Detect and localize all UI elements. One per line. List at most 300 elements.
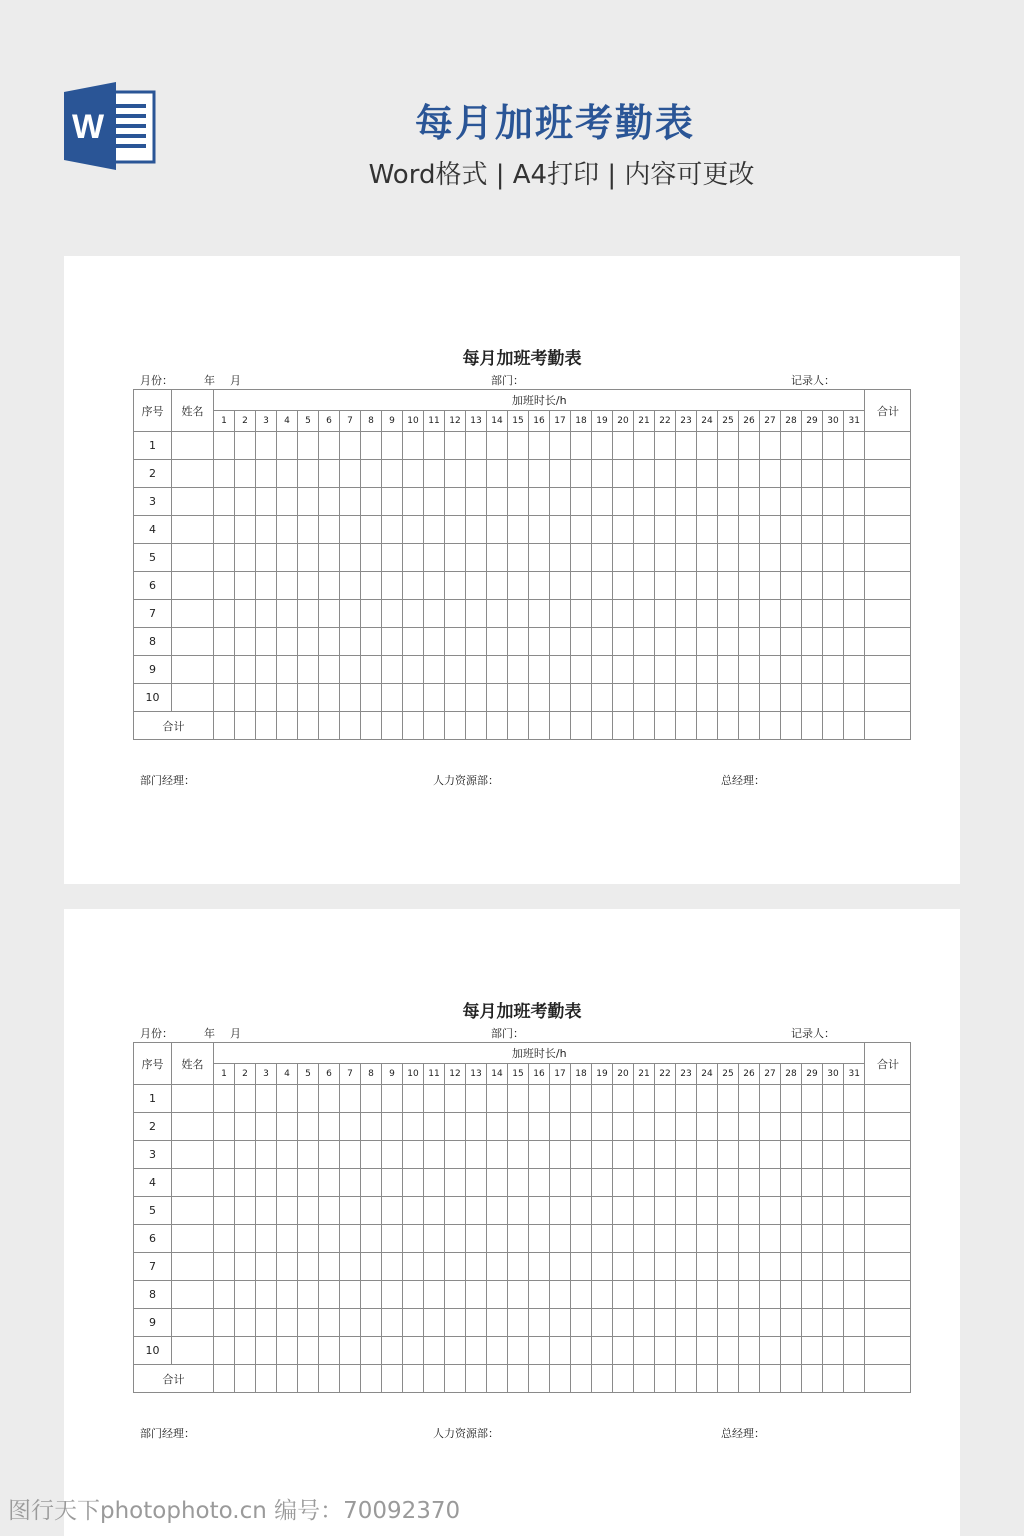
hours-cell[interactable] (340, 1169, 361, 1197)
hours-cell[interactable] (550, 1225, 571, 1253)
hours-cell[interactable] (361, 460, 382, 488)
hours-cell[interactable] (487, 1225, 508, 1253)
hours-cell[interactable] (718, 544, 739, 572)
hours-cell[interactable] (781, 1169, 802, 1197)
hours-cell[interactable] (298, 1225, 319, 1253)
hours-cell[interactable] (676, 1141, 697, 1169)
hours-cell[interactable] (823, 1225, 844, 1253)
hours-cell[interactable] (844, 1141, 865, 1169)
hours-cell[interactable] (634, 572, 655, 600)
hours-cell[interactable] (550, 1281, 571, 1309)
hours-cell[interactable] (739, 1141, 760, 1169)
hours-cell[interactable] (697, 1253, 718, 1281)
hours-cell[interactable] (214, 656, 235, 684)
hours-cell[interactable] (403, 1197, 424, 1225)
hours-cell[interactable] (718, 516, 739, 544)
hours-cell[interactable] (487, 1197, 508, 1225)
hours-cell[interactable] (529, 1337, 550, 1365)
hours-cell[interactable] (613, 516, 634, 544)
hours-cell[interactable] (256, 544, 277, 572)
hours-cell[interactable] (466, 1309, 487, 1337)
total-cell[interactable] (571, 1365, 592, 1393)
hours-cell[interactable] (403, 1309, 424, 1337)
hours-cell[interactable] (739, 1253, 760, 1281)
hours-cell[interactable] (802, 1113, 823, 1141)
hours-cell[interactable] (256, 1113, 277, 1141)
hours-cell[interactable] (403, 628, 424, 656)
hours-cell[interactable] (760, 1169, 781, 1197)
hours-cell[interactable] (592, 516, 613, 544)
hours-cell[interactable] (697, 1141, 718, 1169)
hours-cell[interactable] (214, 600, 235, 628)
hours-cell[interactable] (508, 488, 529, 516)
hours-cell[interactable] (298, 628, 319, 656)
hours-cell[interactable] (298, 432, 319, 460)
hours-cell[interactable] (655, 1309, 676, 1337)
total-cell[interactable] (676, 712, 697, 740)
hours-cell[interactable] (508, 1085, 529, 1113)
hours-cell[interactable] (487, 1113, 508, 1141)
row-total-cell[interactable] (865, 1141, 911, 1169)
hours-cell[interactable] (382, 1337, 403, 1365)
hours-cell[interactable] (214, 1281, 235, 1309)
total-cell[interactable] (487, 1365, 508, 1393)
hours-cell[interactable] (508, 600, 529, 628)
hours-cell[interactable] (613, 1337, 634, 1365)
hours-cell[interactable] (529, 656, 550, 684)
hours-cell[interactable] (529, 572, 550, 600)
hours-cell[interactable] (613, 656, 634, 684)
hours-cell[interactable] (382, 1309, 403, 1337)
hours-cell[interactable] (235, 516, 256, 544)
hours-cell[interactable] (802, 1281, 823, 1309)
hours-cell[interactable] (550, 488, 571, 516)
hours-cell[interactable] (676, 1225, 697, 1253)
hours-cell[interactable] (361, 684, 382, 712)
hours-cell[interactable] (697, 1085, 718, 1113)
hours-cell[interactable] (550, 544, 571, 572)
hours-cell[interactable] (634, 544, 655, 572)
hours-cell[interactable] (466, 1169, 487, 1197)
hours-cell[interactable] (340, 1337, 361, 1365)
hours-cell[interactable] (571, 488, 592, 516)
hours-cell[interactable] (466, 432, 487, 460)
total-cell[interactable] (214, 712, 235, 740)
hours-cell[interactable] (361, 1309, 382, 1337)
hours-cell[interactable] (739, 1225, 760, 1253)
hours-cell[interactable] (403, 1337, 424, 1365)
total-cell[interactable] (403, 712, 424, 740)
total-cell[interactable] (319, 712, 340, 740)
row-total-cell[interactable] (865, 1169, 911, 1197)
hours-cell[interactable] (508, 572, 529, 600)
hours-cell[interactable] (760, 628, 781, 656)
hours-cell[interactable] (781, 1113, 802, 1141)
hours-cell[interactable] (508, 1225, 529, 1253)
hours-cell[interactable] (844, 572, 865, 600)
row-total-cell[interactable] (865, 1281, 911, 1309)
hours-cell[interactable] (466, 516, 487, 544)
hours-cell[interactable] (718, 1225, 739, 1253)
hours-cell[interactable] (634, 628, 655, 656)
hours-cell[interactable] (739, 600, 760, 628)
hours-cell[interactable] (277, 1309, 298, 1337)
hours-cell[interactable] (466, 544, 487, 572)
hours-cell[interactable] (445, 1337, 466, 1365)
hours-cell[interactable] (235, 628, 256, 656)
hours-cell[interactable] (277, 572, 298, 600)
hours-cell[interactable] (634, 1169, 655, 1197)
hours-cell[interactable] (550, 1085, 571, 1113)
hours-cell[interactable] (487, 1169, 508, 1197)
hours-cell[interactable] (214, 432, 235, 460)
hours-cell[interactable] (571, 1197, 592, 1225)
hours-cell[interactable] (802, 1169, 823, 1197)
hours-cell[interactable] (508, 1281, 529, 1309)
hours-cell[interactable] (277, 432, 298, 460)
hours-cell[interactable] (613, 1309, 634, 1337)
hours-cell[interactable] (277, 1197, 298, 1225)
hours-cell[interactable] (718, 600, 739, 628)
hours-cell[interactable] (445, 628, 466, 656)
hours-cell[interactable] (592, 628, 613, 656)
hours-cell[interactable] (466, 1113, 487, 1141)
hours-cell[interactable] (718, 628, 739, 656)
hours-cell[interactable] (487, 1281, 508, 1309)
hours-cell[interactable] (445, 1197, 466, 1225)
hours-cell[interactable] (214, 488, 235, 516)
hours-cell[interactable] (424, 488, 445, 516)
hours-cell[interactable] (445, 488, 466, 516)
hours-cell[interactable] (571, 460, 592, 488)
hours-cell[interactable] (613, 544, 634, 572)
hours-cell[interactable] (802, 600, 823, 628)
hours-cell[interactable] (739, 656, 760, 684)
hours-cell[interactable] (508, 1141, 529, 1169)
hours-cell[interactable] (508, 656, 529, 684)
total-cell[interactable] (823, 1365, 844, 1393)
hours-cell[interactable] (613, 488, 634, 516)
hours-cell[interactable] (592, 1337, 613, 1365)
hours-cell[interactable] (739, 1197, 760, 1225)
hours-cell[interactable] (487, 656, 508, 684)
hours-cell[interactable] (634, 1337, 655, 1365)
hours-cell[interactable] (403, 1085, 424, 1113)
total-cell[interactable] (844, 1365, 865, 1393)
hours-cell[interactable] (256, 516, 277, 544)
hours-cell[interactable] (256, 432, 277, 460)
hours-cell[interactable] (844, 1113, 865, 1141)
hours-cell[interactable] (382, 628, 403, 656)
hours-cell[interactable] (823, 1141, 844, 1169)
hours-cell[interactable] (214, 1337, 235, 1365)
hours-cell[interactable] (235, 1169, 256, 1197)
total-cell[interactable] (424, 712, 445, 740)
hours-cell[interactable] (571, 516, 592, 544)
hours-cell[interactable] (319, 516, 340, 544)
hours-cell[interactable] (823, 684, 844, 712)
hours-cell[interactable] (340, 544, 361, 572)
row-total-cell[interactable] (865, 628, 911, 656)
hours-cell[interactable] (256, 1309, 277, 1337)
hours-cell[interactable] (403, 544, 424, 572)
hours-cell[interactable] (235, 656, 256, 684)
hours-cell[interactable] (298, 516, 319, 544)
hours-cell[interactable] (361, 1337, 382, 1365)
hours-cell[interactable] (298, 600, 319, 628)
hours-cell[interactable] (235, 600, 256, 628)
hours-cell[interactable] (655, 656, 676, 684)
hours-cell[interactable] (445, 1309, 466, 1337)
hours-cell[interactable] (592, 1281, 613, 1309)
hours-cell[interactable] (760, 1141, 781, 1169)
hours-cell[interactable] (739, 628, 760, 656)
hours-cell[interactable] (613, 432, 634, 460)
hours-cell[interactable] (466, 684, 487, 712)
hours-cell[interactable] (466, 628, 487, 656)
hours-cell[interactable] (823, 1309, 844, 1337)
hours-cell[interactable] (256, 1141, 277, 1169)
hours-cell[interactable] (361, 432, 382, 460)
hours-cell[interactable] (697, 600, 718, 628)
hours-cell[interactable] (655, 1085, 676, 1113)
hours-cell[interactable] (382, 684, 403, 712)
hours-cell[interactable] (319, 1169, 340, 1197)
hours-cell[interactable] (676, 1197, 697, 1225)
hours-cell[interactable] (760, 656, 781, 684)
hours-cell[interactable] (298, 1281, 319, 1309)
hours-cell[interactable] (319, 488, 340, 516)
hours-cell[interactable] (445, 656, 466, 684)
hours-cell[interactable] (802, 544, 823, 572)
hours-cell[interactable] (844, 1225, 865, 1253)
hours-cell[interactable] (760, 516, 781, 544)
hours-cell[interactable] (487, 460, 508, 488)
hours-cell[interactable] (277, 1113, 298, 1141)
hours-cell[interactable] (466, 600, 487, 628)
hours-cell[interactable] (298, 1253, 319, 1281)
hours-cell[interactable] (550, 516, 571, 544)
hours-cell[interactable] (592, 1225, 613, 1253)
hours-cell[interactable] (235, 1225, 256, 1253)
hours-cell[interactable] (529, 488, 550, 516)
hours-cell[interactable] (277, 628, 298, 656)
hours-cell[interactable] (592, 488, 613, 516)
hours-cell[interactable] (235, 488, 256, 516)
hours-cell[interactable] (508, 1169, 529, 1197)
hours-cell[interactable] (214, 1169, 235, 1197)
hours-cell[interactable] (361, 1253, 382, 1281)
total-cell[interactable] (298, 712, 319, 740)
hours-cell[interactable] (340, 516, 361, 544)
hours-cell[interactable] (655, 516, 676, 544)
total-cell[interactable] (592, 712, 613, 740)
hours-cell[interactable] (508, 544, 529, 572)
hours-cell[interactable] (235, 1085, 256, 1113)
hours-cell[interactable] (277, 516, 298, 544)
hours-cell[interactable] (424, 1309, 445, 1337)
hours-cell[interactable] (697, 432, 718, 460)
hours-cell[interactable] (739, 1169, 760, 1197)
name-cell[interactable] (172, 1309, 214, 1337)
hours-cell[interactable] (697, 1197, 718, 1225)
hours-cell[interactable] (823, 572, 844, 600)
total-cell[interactable] (760, 712, 781, 740)
hours-cell[interactable] (529, 628, 550, 656)
total-cell[interactable] (802, 712, 823, 740)
hours-cell[interactable] (319, 628, 340, 656)
hours-cell[interactable] (697, 1337, 718, 1365)
hours-cell[interactable] (760, 600, 781, 628)
hours-cell[interactable] (634, 1225, 655, 1253)
hours-cell[interactable] (214, 1309, 235, 1337)
hours-cell[interactable] (508, 432, 529, 460)
hours-cell[interactable] (298, 656, 319, 684)
total-cell[interactable] (634, 1365, 655, 1393)
hours-cell[interactable] (487, 516, 508, 544)
total-cell[interactable] (697, 712, 718, 740)
hours-cell[interactable] (634, 600, 655, 628)
hours-cell[interactable] (382, 1281, 403, 1309)
hours-cell[interactable] (844, 1337, 865, 1365)
hours-cell[interactable] (235, 684, 256, 712)
hours-cell[interactable] (697, 1281, 718, 1309)
hours-cell[interactable] (739, 572, 760, 600)
hours-cell[interactable] (214, 1085, 235, 1113)
hours-cell[interactable] (676, 600, 697, 628)
row-total-cell[interactable] (865, 572, 911, 600)
hours-cell[interactable] (361, 1225, 382, 1253)
hours-cell[interactable] (634, 1113, 655, 1141)
hours-cell[interactable] (361, 1085, 382, 1113)
hours-cell[interactable] (361, 600, 382, 628)
hours-cell[interactable] (634, 1253, 655, 1281)
hours-cell[interactable] (256, 1281, 277, 1309)
hours-cell[interactable] (613, 684, 634, 712)
hours-cell[interactable] (214, 1141, 235, 1169)
hours-cell[interactable] (718, 1309, 739, 1337)
hours-cell[interactable] (529, 1309, 550, 1337)
hours-cell[interactable] (298, 1113, 319, 1141)
total-cell[interactable] (739, 1365, 760, 1393)
hours-cell[interactable] (487, 544, 508, 572)
name-cell[interactable] (172, 1253, 214, 1281)
hours-cell[interactable] (697, 1113, 718, 1141)
hours-cell[interactable] (382, 488, 403, 516)
hours-cell[interactable] (361, 1197, 382, 1225)
hours-cell[interactable] (235, 1309, 256, 1337)
total-cell[interactable] (361, 1365, 382, 1393)
hours-cell[interactable] (697, 488, 718, 516)
name-cell[interactable] (172, 516, 214, 544)
hours-cell[interactable] (319, 1113, 340, 1141)
hours-cell[interactable] (592, 684, 613, 712)
total-cell[interactable] (718, 712, 739, 740)
total-cell[interactable] (361, 712, 382, 740)
hours-cell[interactable] (235, 1113, 256, 1141)
hours-cell[interactable] (361, 656, 382, 684)
hours-cell[interactable] (781, 1197, 802, 1225)
hours-cell[interactable] (613, 1141, 634, 1169)
hours-cell[interactable] (634, 460, 655, 488)
hours-cell[interactable] (802, 1141, 823, 1169)
hours-cell[interactable] (529, 544, 550, 572)
hours-cell[interactable] (739, 516, 760, 544)
hours-cell[interactable] (529, 1197, 550, 1225)
hours-cell[interactable] (823, 1281, 844, 1309)
hours-cell[interactable] (424, 1113, 445, 1141)
hours-cell[interactable] (823, 1169, 844, 1197)
hours-cell[interactable] (697, 1309, 718, 1337)
hours-cell[interactable] (781, 656, 802, 684)
hours-cell[interactable] (613, 1225, 634, 1253)
total-cell[interactable] (277, 1365, 298, 1393)
hours-cell[interactable] (613, 1113, 634, 1141)
hours-cell[interactable] (823, 628, 844, 656)
hours-cell[interactable] (739, 1337, 760, 1365)
row-total-cell[interactable] (865, 600, 911, 628)
hours-cell[interactable] (235, 1337, 256, 1365)
hours-cell[interactable] (550, 656, 571, 684)
hours-cell[interactable] (781, 1309, 802, 1337)
hours-cell[interactable] (844, 488, 865, 516)
hours-cell[interactable] (802, 684, 823, 712)
total-cell[interactable] (235, 1365, 256, 1393)
hours-cell[interactable] (361, 516, 382, 544)
hours-cell[interactable] (844, 460, 865, 488)
total-cell[interactable] (487, 712, 508, 740)
hours-cell[interactable] (718, 460, 739, 488)
hours-cell[interactable] (508, 460, 529, 488)
hours-cell[interactable] (571, 628, 592, 656)
hours-cell[interactable] (214, 628, 235, 656)
hours-cell[interactable] (718, 1113, 739, 1141)
hours-cell[interactable] (529, 1113, 550, 1141)
hours-cell[interactable] (277, 1085, 298, 1113)
hours-cell[interactable] (634, 684, 655, 712)
hours-cell[interactable] (214, 516, 235, 544)
hours-cell[interactable] (760, 460, 781, 488)
hours-cell[interactable] (277, 1337, 298, 1365)
total-cell[interactable] (676, 1365, 697, 1393)
total-cell[interactable] (697, 1365, 718, 1393)
hours-cell[interactable] (802, 1337, 823, 1365)
hours-cell[interactable] (802, 1197, 823, 1225)
hours-cell[interactable] (487, 1253, 508, 1281)
hours-cell[interactable] (277, 544, 298, 572)
hours-cell[interactable] (802, 1085, 823, 1113)
name-cell[interactable] (172, 1281, 214, 1309)
total-cell[interactable] (382, 712, 403, 740)
name-cell[interactable] (172, 572, 214, 600)
hours-cell[interactable] (592, 1253, 613, 1281)
hours-cell[interactable] (403, 432, 424, 460)
hours-cell[interactable] (487, 1141, 508, 1169)
row-total-cell[interactable] (865, 1337, 911, 1365)
name-cell[interactable] (172, 684, 214, 712)
hours-cell[interactable] (487, 488, 508, 516)
hours-cell[interactable] (802, 1253, 823, 1281)
hours-cell[interactable] (718, 432, 739, 460)
hours-cell[interactable] (424, 1253, 445, 1281)
hours-cell[interactable] (697, 656, 718, 684)
hours-cell[interactable] (445, 1225, 466, 1253)
hours-cell[interactable] (844, 544, 865, 572)
hours-cell[interactable] (697, 572, 718, 600)
hours-cell[interactable] (634, 432, 655, 460)
hours-cell[interactable] (256, 628, 277, 656)
hours-cell[interactable] (634, 1281, 655, 1309)
